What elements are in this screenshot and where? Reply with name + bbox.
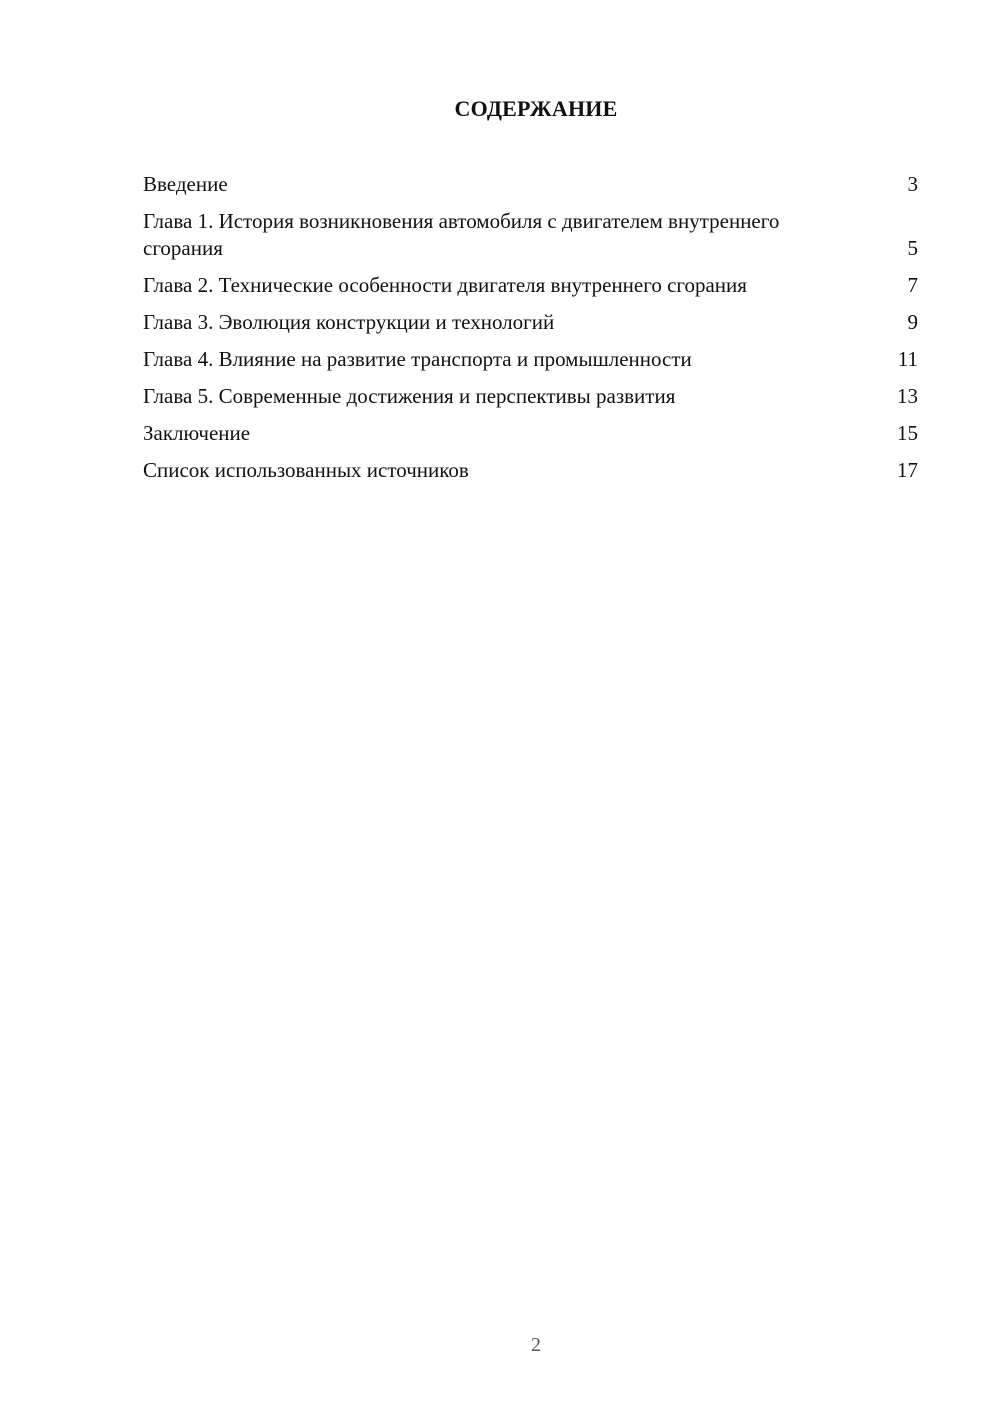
table-of-contents	[143, 171, 918, 494]
toc-entry-label: Глава 5. Современные достижения и перспективы развития	[143, 384, 676, 408]
toc-entry	[143, 272, 918, 299]
toc-entry-label: Глава 2. Технические особенности двигателя внутреннего сгорания	[143, 273, 747, 297]
toc-entry	[143, 171, 918, 198]
toc-entry-label: Список использованных источников	[143, 458, 469, 482]
toc-entry	[143, 383, 918, 410]
page-number: 2	[531, 1334, 541, 1356]
toc-entry-page: 3	[907, 172, 918, 196]
toc-entry-page: 15	[897, 421, 918, 445]
toc-entry-label: Глава 4. Влияние на развитие транспорта и промышленности	[143, 347, 692, 371]
toc-entry-page: 7	[907, 273, 918, 297]
toc-entry-label: Глава 3. Эволюция конструкции и технологий	[143, 310, 555, 334]
toc-entry-page: 17	[897, 458, 918, 482]
toc-entry	[143, 457, 918, 484]
toc-entry-label: Глава 1. История возникновения автомобиля с двигателем внутреннего сгорания	[143, 209, 780, 260]
toc-entry-label: Заключение	[143, 421, 251, 445]
page-title: СОДЕРЖАНИЕ	[454, 96, 618, 121]
toc-entry	[143, 346, 918, 373]
toc-entry-page: 9	[907, 310, 918, 334]
toc-entry	[143, 309, 918, 336]
toc-entry	[143, 420, 918, 447]
toc-entry-page: 5	[907, 236, 918, 260]
toc-entry-label: Введение	[143, 172, 228, 196]
toc-entry	[143, 208, 918, 262]
toc-entry-page: 13	[897, 384, 918, 408]
toc-entry-page: 11	[897, 347, 918, 371]
